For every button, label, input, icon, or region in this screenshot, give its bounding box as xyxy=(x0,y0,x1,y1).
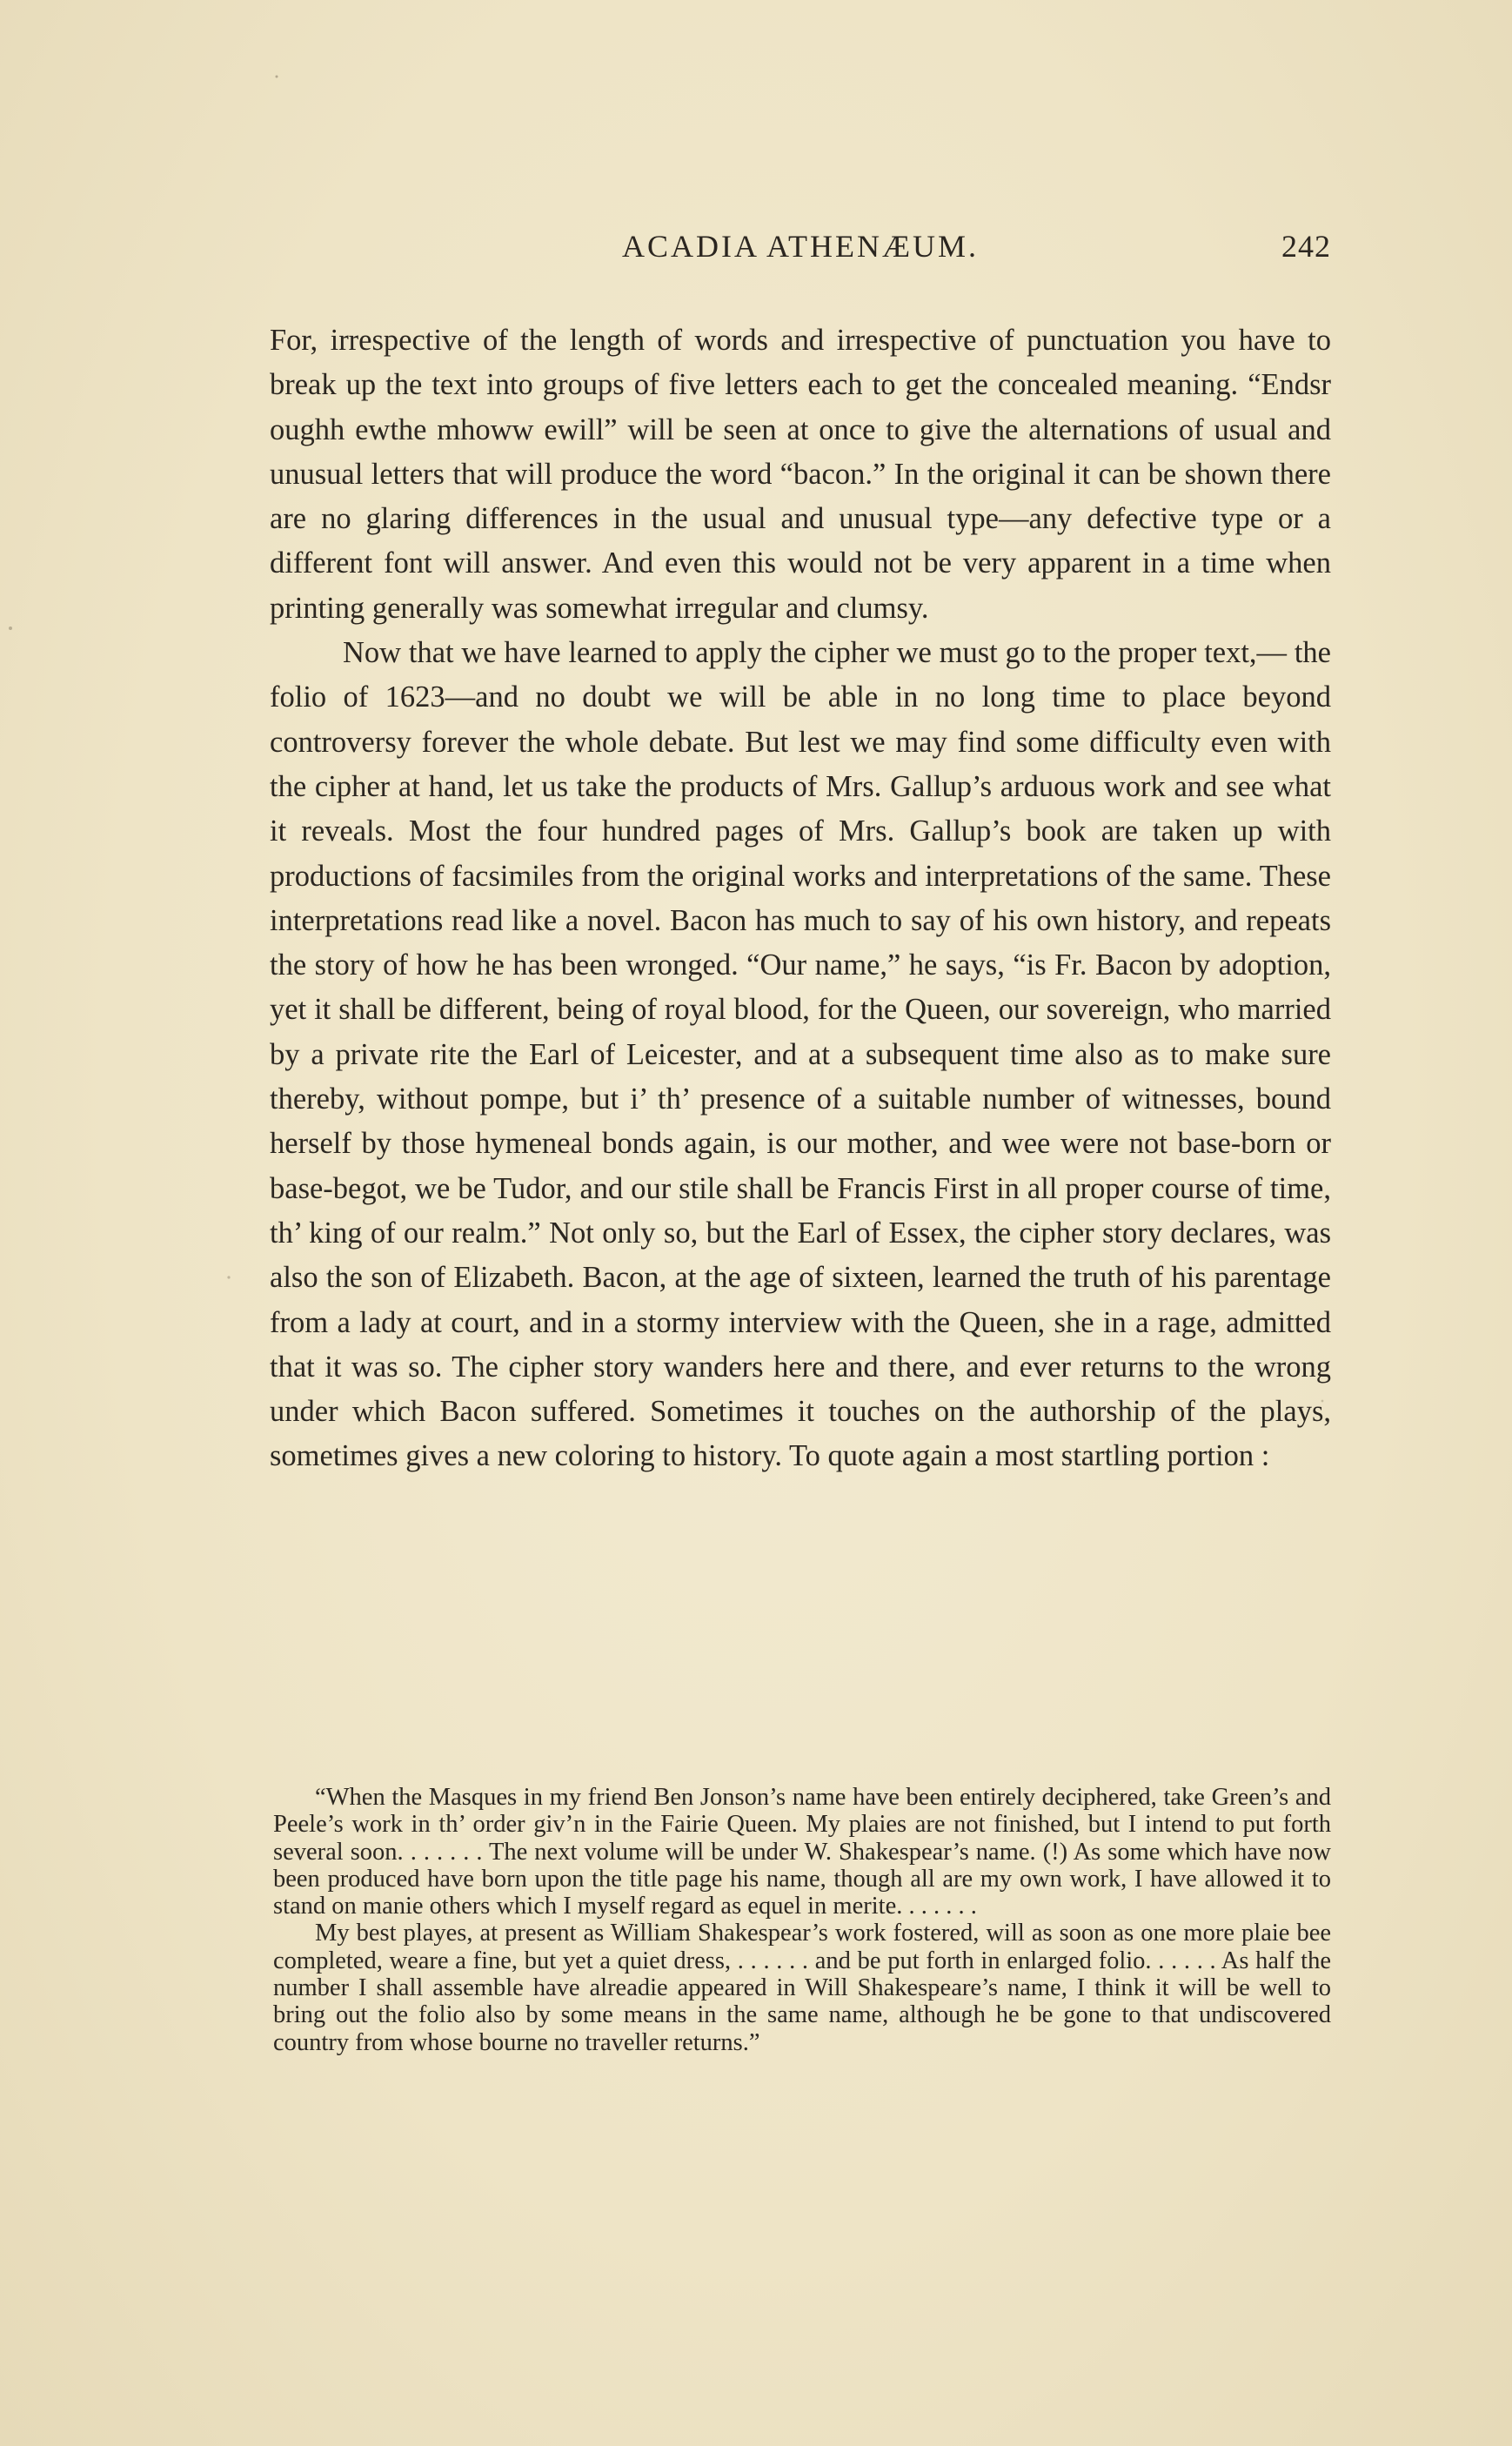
running-header xyxy=(270,228,1331,280)
body-paragraph: For, irrespective of the length of words and irrespective of punctuation you have to break up the text into groups of five letters each to get the concealed meaning. “Endsr oughh ewthe mhoww ewill” will be seen at once to give the alternations of usual and unusual letters that will produce the word “bacon.” In the original it can be shown there are no glaring differences in the usual and unusual type—any defective type or a different font will answer. And even this would not be very apparent in a time when printing generally was somewhat irregular and clumsy. xyxy=(270,324,1331,625)
body-paragraph: Now that we have learned to apply the cipher we must go to the proper text,— the folio of 1623—and no doubt we will be able in no long time to place beyond controversy forever the whole debate. But lest we may find some difficulty even with the cipher at hand, let us take the products of Mrs. Gallup’s arduous work and see what it reveals. Most the four hundred pages of Mrs. Gallup’s book are taken up with productions of facsimiles from the original works and interpretations of the same. These interpretations read like a novel. Bacon has much to say of his own history, and repeats the story of how he has been wronged. “Our name,” he says, “is Fr. Bacon by adoption, yet it shall be different, being of royal blood, for the Queen, our sovereign, who married by a private rite the Earl of Leicester, and at a subsequent time also as to make sure thereby, without pompe, but i’ th’ presence of a suitable number of witnesses, bound herself by those hymeneal bonds again, is our mother, and wee were not base-born or base-begot, we be Tudor, and our stile shall be Francis First in all proper course of time, th’ king of our realm.” Not only so, but the Earl of Essex, the cipher story declares, was also the son of Elizabeth. Bacon, at the age of sixteen, learned the truth of his parentage from a lady at court, and in a stormy interview with the Queen, she in a rage, admitted that it was so. The cipher story wanders here and there, and ever returns to the wrong under which Bacon suffered. Sometimes it touches on the authorship of the plays, sometimes gives a new coloring to history. To quote again a most startling portion : xyxy=(270,636,1331,1473)
article-body xyxy=(270,318,1331,1479)
quote-paragraph: My best playes, at present as William Shakespear’s work fostered, will as soon as one more plaie bee completed, weare a fine, but yet a quiet dress, . . . . . . and be put forth in enlarged folio. . . . . . As half the number I shall assemble have alreadie appeared in Will Shakespeare’s name, I think it will be well to bring out the folio also by some means in the same name, although he be gone to that undiscovered country from whose bourne no traveller returns.” xyxy=(273,1920,1331,2056)
running-title: ACADIA ATHENÆUM. xyxy=(621,229,980,264)
block-quote xyxy=(273,1784,1331,2056)
page-number: 242 xyxy=(1281,229,1331,264)
quote-paragraph: “When the Masques in my friend Ben Jonson’s name have been entirely deciphered, take Green’s and Peele’s work in th’ order giv’n in the Fairie Queen. My plaies are not finished, but I intend to put forth several soon. . . . . . . The next volume will be under W. Shakespear’s name. (!) As some which have now been produced have born upon the title page his name, though all are my own work, I have allowed it to stand on manie others which I myself regard as equel in merite. . . . . . . xyxy=(273,1784,1331,1920)
